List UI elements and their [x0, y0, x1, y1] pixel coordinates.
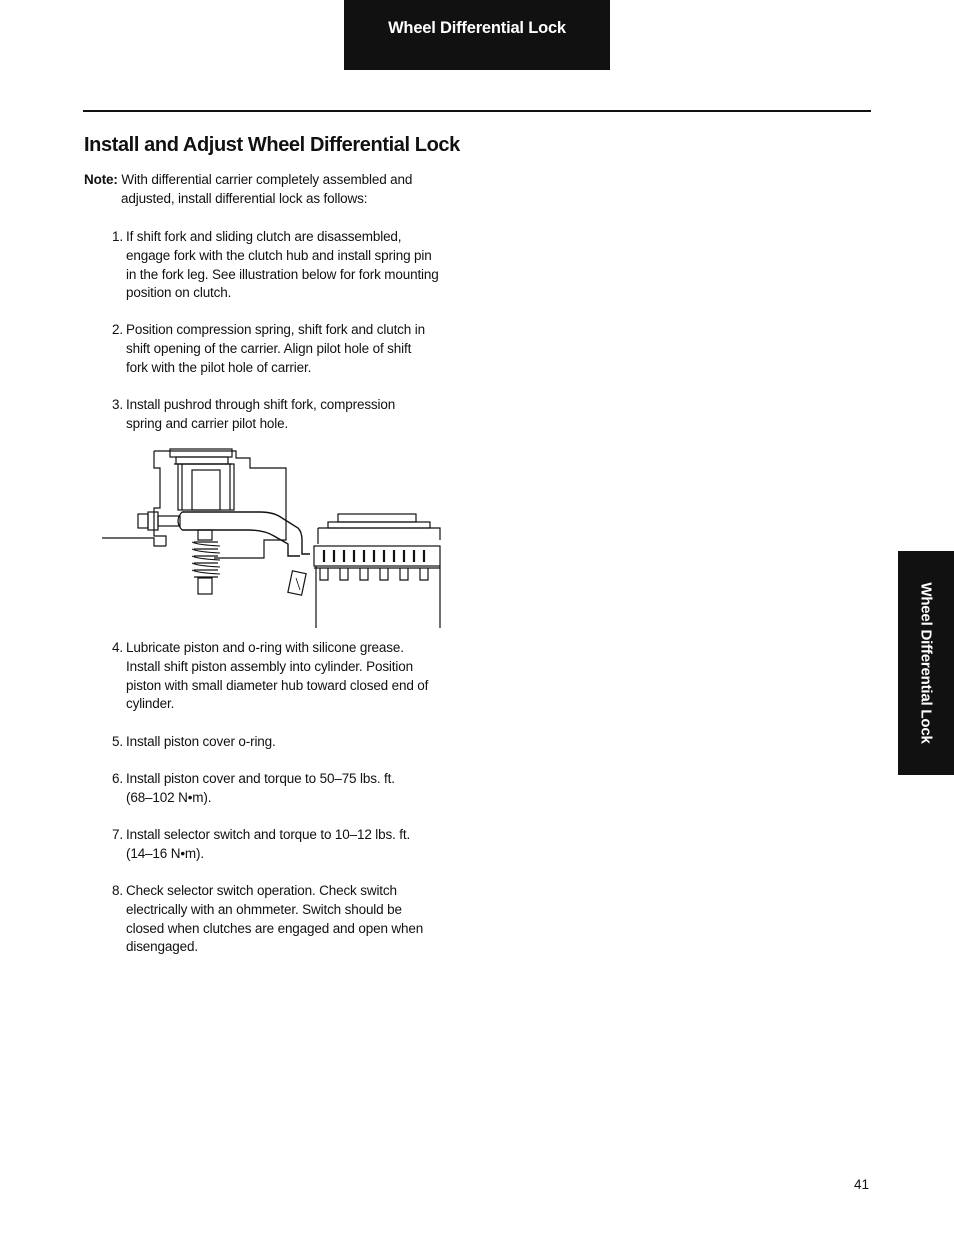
- step-line: position on clutch.: [126, 285, 232, 301]
- step-number: 2.: [112, 322, 123, 337]
- header-tab-label: Wheel Differential Lock: [388, 18, 566, 37]
- step-5: [112, 733, 452, 752]
- step-line: fork with the pilot hole of carrier.: [126, 359, 312, 375]
- step-number: 6.: [112, 771, 123, 786]
- header-tab: [344, 0, 610, 70]
- step-line: cylinder.: [126, 696, 175, 712]
- header-rule: [83, 110, 871, 112]
- step-6: [112, 770, 452, 808]
- step-line: in the fork leg. See illustration below for fork mounting: [126, 266, 439, 282]
- note-line-1: With differential carrier completely assembled and: [121, 172, 413, 187]
- shift-fork-clutch-illustration: [102, 446, 444, 628]
- step-4: [112, 639, 452, 714]
- step-line: electrically with an ohmmeter. Switch should be: [126, 901, 402, 917]
- step-line: spring and carrier pilot hole.: [126, 415, 289, 431]
- step-line: Check selector switch operation. Check switch: [126, 883, 397, 898]
- step-line: piston with small diameter hub toward closed end of: [126, 677, 429, 693]
- step-line: Install pushrod through shift fork, compression: [126, 397, 396, 412]
- step-line: Position compression spring, shift fork and clutch in: [126, 322, 425, 337]
- page-number: 41: [854, 1177, 870, 1192]
- step-line: Install piston cover and torque to 50–75 lbs. ft.: [126, 771, 395, 786]
- step-number: 4.: [112, 640, 123, 655]
- step-line: disengaged.: [126, 939, 198, 955]
- step-line: Install piston cover o-ring.: [126, 734, 276, 749]
- section-title: Install and Adjust Wheel Differential Lock: [84, 134, 460, 156]
- step-line: closed when clutches are engaged and open when: [126, 920, 424, 936]
- note-label: Note:: [84, 172, 118, 187]
- step-line: Install shift piston assembly into cylinder. Position: [126, 658, 413, 674]
- side-tab-label: Wheel Differential Lock: [917, 582, 935, 744]
- step-8: [112, 882, 452, 957]
- note: [84, 171, 424, 209]
- step-number: 8.: [112, 883, 123, 898]
- step-number: 3.: [112, 397, 123, 412]
- step-number: 1.: [112, 229, 123, 244]
- step-line: Lubricate piston and o-ring with silicone grease.: [126, 640, 404, 655]
- step-line: (14–16 N•m).: [126, 845, 204, 861]
- note-line-2: adjusted, install differential lock as follows:: [121, 190, 368, 206]
- step-line: shift opening of the carrier. Align pilot hole of shift: [126, 340, 412, 356]
- step-1: [112, 228, 452, 303]
- step-line: If shift fork and sliding clutch are disassembled,: [126, 229, 402, 244]
- step-number: 5.: [112, 734, 123, 749]
- step-line: Install selector switch and torque to 10–12 lbs. ft.: [126, 827, 411, 842]
- step-line: (68–102 N•m).: [126, 789, 212, 805]
- step-number: 7.: [112, 827, 123, 842]
- step-7: [112, 826, 452, 864]
- step-line: engage fork with the clutch hub and install spring pin: [126, 247, 432, 263]
- side-section-tab: [898, 551, 954, 775]
- step-2: [112, 321, 452, 377]
- step-3: [112, 396, 452, 434]
